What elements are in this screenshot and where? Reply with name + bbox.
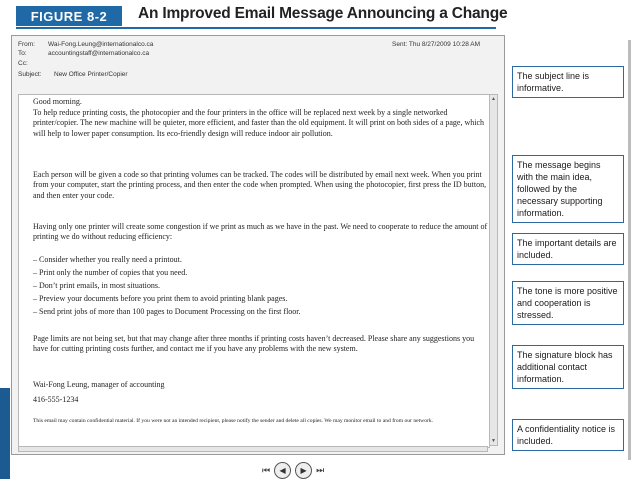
to-value[interactable]: accountingstaff@internationalco.ca bbox=[48, 50, 150, 57]
bullet-4: – Preview your documents before you print them to avoid printing blank pages. bbox=[33, 294, 288, 303]
callout-signature: The signature block has additional contact information. bbox=[512, 345, 624, 389]
confidentiality-notice: This email may contain confidential material. If you were not an intended recipient, please notify the sender and delete all copies. We may monitor email to and from our network. bbox=[33, 418, 434, 424]
subject-row bbox=[18, 71, 128, 78]
figure-title: An Improved Email Message Announcing a Change bbox=[138, 5, 508, 22]
bullet-3: – Don’t print emails, in most situations. bbox=[33, 281, 160, 290]
horizontal-scrollbar[interactable] bbox=[18, 446, 488, 452]
scroll-up-icon[interactable]: ▲ bbox=[491, 96, 496, 102]
bullet-5: – Send print jobs of more than 100 pages to Document Processing on the first floor. bbox=[33, 307, 301, 316]
cc-label: Cc: bbox=[18, 60, 28, 67]
subject-label: Subject: bbox=[18, 71, 42, 78]
vertical-scrollbar[interactable] bbox=[489, 94, 498, 446]
signature-phone: 416-555-1234 bbox=[33, 395, 79, 404]
from-value[interactable]: Wai-Fong.Leung@internationalco.ca bbox=[48, 41, 154, 48]
callout-main-idea: The message begins with the main idea, followed by the necessary supporting information. bbox=[512, 155, 624, 223]
bullet-1: – Consider whether you really need a printout. bbox=[33, 255, 182, 264]
cc-row bbox=[18, 60, 48, 67]
to-row bbox=[18, 50, 149, 57]
paragraph-2: Each person will be given a code so that printing volumes can be tracked. The codes will be distributed by email next week. When you print from your computer, start the printing process, and then enter the code when prompted. When using the photocopier, first press the ID button, and then enter your code. bbox=[33, 170, 487, 200]
email-window bbox=[11, 35, 505, 455]
paragraph-4: Page limits are not being set, but that may change after three months if printing costs haven’t decreased. Please share any suggestions you have for cutting printing costs further, and contact me if you have any problems with the new system. bbox=[33, 334, 475, 354]
header-rule bbox=[16, 27, 496, 29]
figure-label: FIGURE 8-2 bbox=[16, 6, 122, 26]
callout-details: The important details are included. bbox=[512, 233, 624, 265]
last-slide-icon[interactable]: ⏭ bbox=[316, 465, 325, 475]
greeting: Good morning. bbox=[33, 97, 82, 106]
message-body[interactable] bbox=[18, 94, 490, 448]
bullet-2: – Print only the number of copies that you need. bbox=[33, 268, 188, 277]
callout-subject: The subject line is informative. bbox=[512, 66, 624, 98]
left-decoration bbox=[0, 388, 10, 479]
subject-value[interactable]: New Office Printer/Copier bbox=[54, 71, 128, 78]
paragraph-3: Having only one printer will create some congestion if we print as much as we have in the past. We need to cooperate to reduce the amount of printing we do without reducing efficiency: bbox=[33, 222, 488, 242]
next-slide-icon[interactable]: ▶ bbox=[295, 462, 312, 479]
first-slide-icon[interactable]: ⏮ bbox=[262, 465, 271, 475]
from-row bbox=[18, 41, 153, 48]
prev-slide-icon[interactable]: ◀ bbox=[274, 462, 291, 479]
paragraph-1: To help reduce printing costs, the photocopier and the four printers in the office will be replaced next week by a single networked printer/copier. The new machine will be quieter, more efficient, and faster than the old equipment. It will print on both sides of a page, which will help to lower paper consumption. Its eco-friendly design will reduce indoor air pollution. bbox=[33, 108, 485, 138]
sent-time: Sent: Thu 8/27/2009 10:28 AM bbox=[392, 41, 481, 48]
slide-navigation bbox=[262, 462, 324, 479]
callout-confidentiality: A confidentiality notice is included. bbox=[512, 419, 624, 451]
from-label: From: bbox=[18, 41, 35, 48]
right-edge-bar bbox=[628, 40, 631, 460]
callout-tone: The tone is more positive and cooperation is stressed. bbox=[512, 281, 624, 325]
scroll-down-icon[interactable]: ▼ bbox=[491, 438, 496, 444]
signature-name: Wai-Fong Leung, manager of accounting bbox=[33, 380, 165, 389]
to-label: To: bbox=[18, 50, 27, 57]
